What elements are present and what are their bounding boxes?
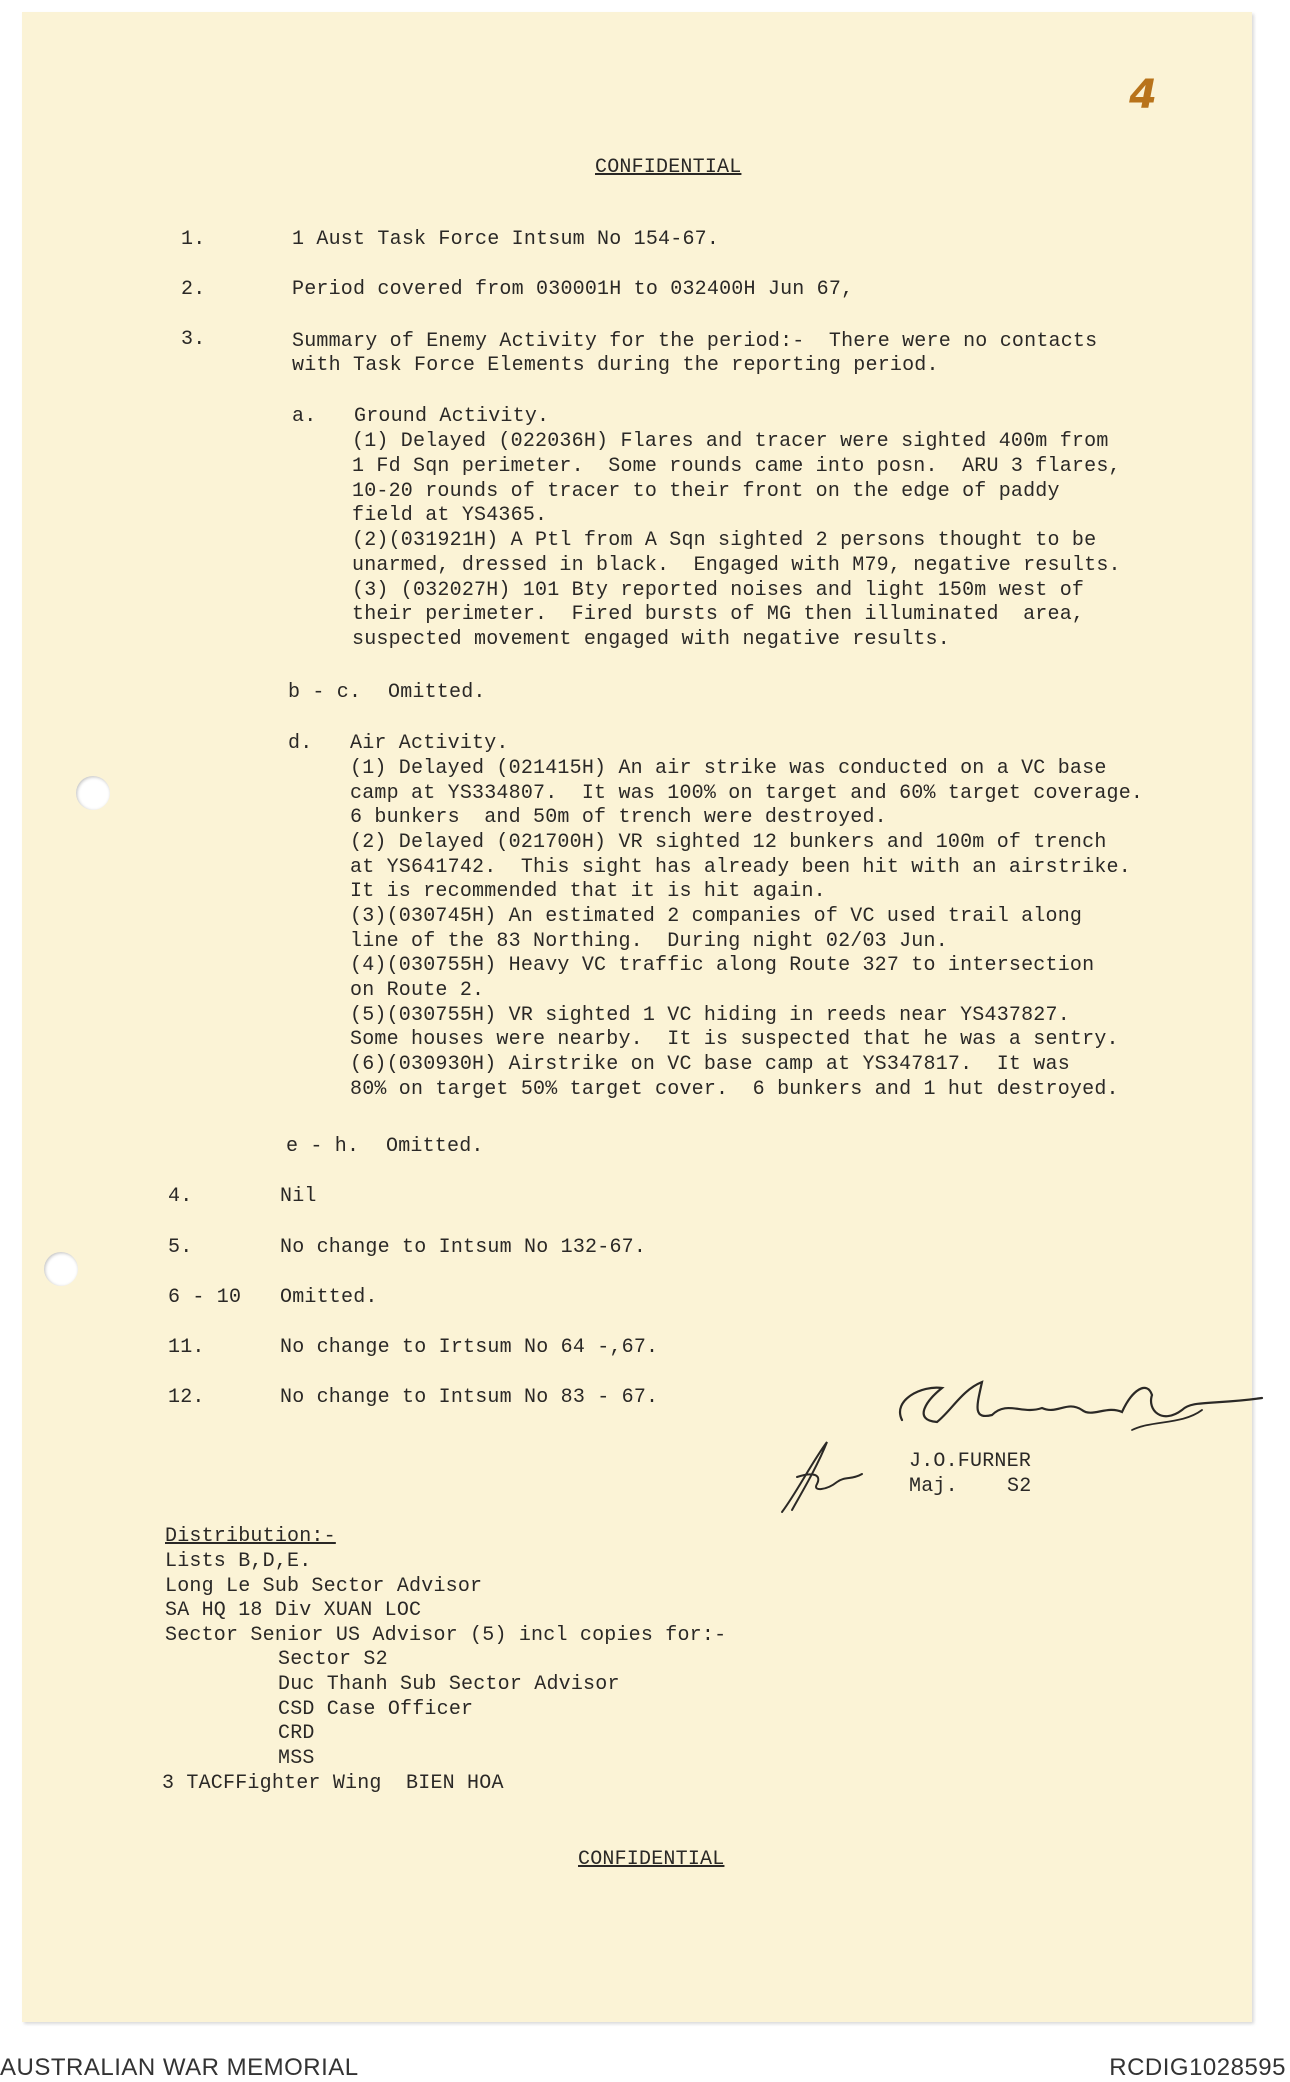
para-5-text: No change to Intsum No 132-67. <box>280 1236 647 1259</box>
para-3bc-text: Omitted. <box>388 681 486 704</box>
para-5-number: 5. <box>168 1236 193 1259</box>
distribution-last-line: 3 TACFFighter Wing BIEN HOA <box>162 1772 504 1795</box>
para-3-number: 3. <box>181 328 206 351</box>
air-activity-line: camp at YS334807. It was 100% on target and 60% target coverage. <box>350 782 1144 805</box>
para-3-line: with Task Force Elements during the reporting period. <box>292 354 939 377</box>
ground-activity-line: (2)(031921H) A Ptl from A Sqn sighted 2 persons thought to be <box>352 529 1097 552</box>
archive-name: AUSTRALIAN WAR MEMORIAL <box>0 2054 359 2081</box>
para-3bc-number: b - c. <box>288 681 362 704</box>
air-activity-line: (1) Delayed (021415H) An air strike was conducted on a VC base <box>350 757 1107 780</box>
archive-reference: RCDIG1028595 <box>1109 2054 1286 2081</box>
para-12-number: 12. <box>168 1386 205 1409</box>
para-1-text: 1 Aust Task Force Intsum No 154-67. <box>292 228 720 251</box>
ground-activity-line: field at YS4365. <box>352 504 548 527</box>
para-2-number: 2. <box>181 278 206 301</box>
para-4-number: 4. <box>168 1185 193 1208</box>
distribution-sub-line: Duc Thanh Sub Sector Advisor <box>278 1673 620 1696</box>
para-3d-number: d. <box>288 732 313 755</box>
punch-hole <box>44 1252 78 1286</box>
page-number-mark: 4 <box>1129 72 1157 118</box>
air-activity-line: (3)(030745H) An estimated 2 companies of VC used trail along <box>350 905 1083 928</box>
distribution-sub-line: MSS <box>278 1747 315 1770</box>
ground-activity-line: unarmed, dressed in black. Engaged with M79, negative results. <box>352 554 1121 577</box>
handwritten-signature <box>882 1370 1282 1450</box>
air-activity-line: Some houses were nearby. It is suspected that he was a sentry. <box>350 1028 1119 1051</box>
para-6-10-text: Omitted. <box>280 1286 378 1309</box>
handwritten-for <box>767 1432 877 1522</box>
distribution-line: Long Le Sub Sector Advisor <box>165 1575 483 1598</box>
para-11-text: No change to Irtsum No 64 -,67. <box>280 1336 659 1359</box>
distribution-sub-line: CRD <box>278 1722 315 1745</box>
para-4-text: Nil <box>280 1185 317 1208</box>
para-3eh-text: Omitted. <box>386 1135 484 1158</box>
header-classification: CONFIDENTIAL <box>595 156 742 179</box>
para-3a-title: Ground Activity. <box>354 405 550 428</box>
ground-activity-line: suspected movement engaged with negative results. <box>352 628 950 651</box>
ground-activity-line: their perimeter. Fired bursts of MG then illuminated area, <box>352 603 1085 626</box>
para-1-number: 1. <box>181 228 206 251</box>
para-3eh-number: e - h. <box>286 1135 360 1158</box>
para-11-number: 11. <box>168 1336 205 1359</box>
air-activity-line: (2) Delayed (021700H) VR sighted 12 bunkers and 100m of trench <box>350 831 1107 854</box>
para-3-line: Summary of Enemy Activity for the period:- There were no contacts <box>292 330 1098 353</box>
para-2-text: Period covered from 030001H to 032400H Jun 67, <box>292 278 854 301</box>
distribution-line: Lists B,D,E. <box>165 1550 312 1573</box>
ground-activity-line: (1) Delayed (022036H) Flares and tracer were sighted 400m from <box>352 430 1109 453</box>
document-page <box>22 12 1252 2022</box>
para-3a-number: a. <box>292 405 317 428</box>
signatory-appointment: S2 <box>1007 1475 1032 1498</box>
air-activity-line: on Route 2. <box>350 979 485 1002</box>
air-activity-line: 6 bunkers and 50m of trench were destroyed. <box>350 806 887 829</box>
punch-hole <box>76 776 110 810</box>
distribution-sub-line: Sector S2 <box>278 1648 388 1671</box>
air-activity-line: It is recommended that it is hit again. <box>350 880 826 903</box>
air-activity-line: (6)(030930H) Airstrike on VC base camp at YS347817. It was <box>350 1053 1070 1076</box>
signatory-rank: Maj. <box>909 1475 958 1498</box>
distribution-line: SA HQ 18 Div XUAN LOC <box>165 1599 422 1622</box>
para-12-text: No change to Intsum No 83 - 67. <box>280 1386 659 1409</box>
footer-classification: CONFIDENTIAL <box>578 1848 725 1871</box>
air-activity-line: 80% on target 50% target cover. 6 bunkers and 1 hut destroyed. <box>350 1078 1119 1101</box>
ground-activity-line: 10-20 rounds of tracer to their front on the edge of paddy <box>352 480 1060 503</box>
ground-activity-line: 1 Fd Sqn perimeter. Some rounds came into posn. ARU 3 flares, <box>352 455 1121 478</box>
para-3d-title: Air Activity. <box>350 732 509 755</box>
distribution-line: Sector Senior US Advisor (5) incl copies for:- <box>165 1624 727 1647</box>
air-activity-line: (5)(030755H) VR sighted 1 VC hiding in reeds near YS437827. <box>350 1004 1070 1027</box>
signatory-name: J.O.FURNER <box>909 1450 1032 1473</box>
distribution-title: Distribution:- <box>165 1525 336 1548</box>
para-6-10-number: 6 - 10 <box>168 1286 242 1309</box>
air-activity-line: line of the 83 Northing. During night 02/03 Jun. <box>350 930 948 953</box>
air-activity-line: at YS641742. This sight has already been hit with an airstrike. <box>350 856 1131 879</box>
air-activity-line: (4)(030755H) Heavy VC traffic along Route 327 to intersection <box>350 954 1095 977</box>
ground-activity-line: (3) (032027H) 101 Bty reported noises and light 150m west of <box>352 579 1085 602</box>
distribution-sub-line: CSD Case Officer <box>278 1698 474 1721</box>
